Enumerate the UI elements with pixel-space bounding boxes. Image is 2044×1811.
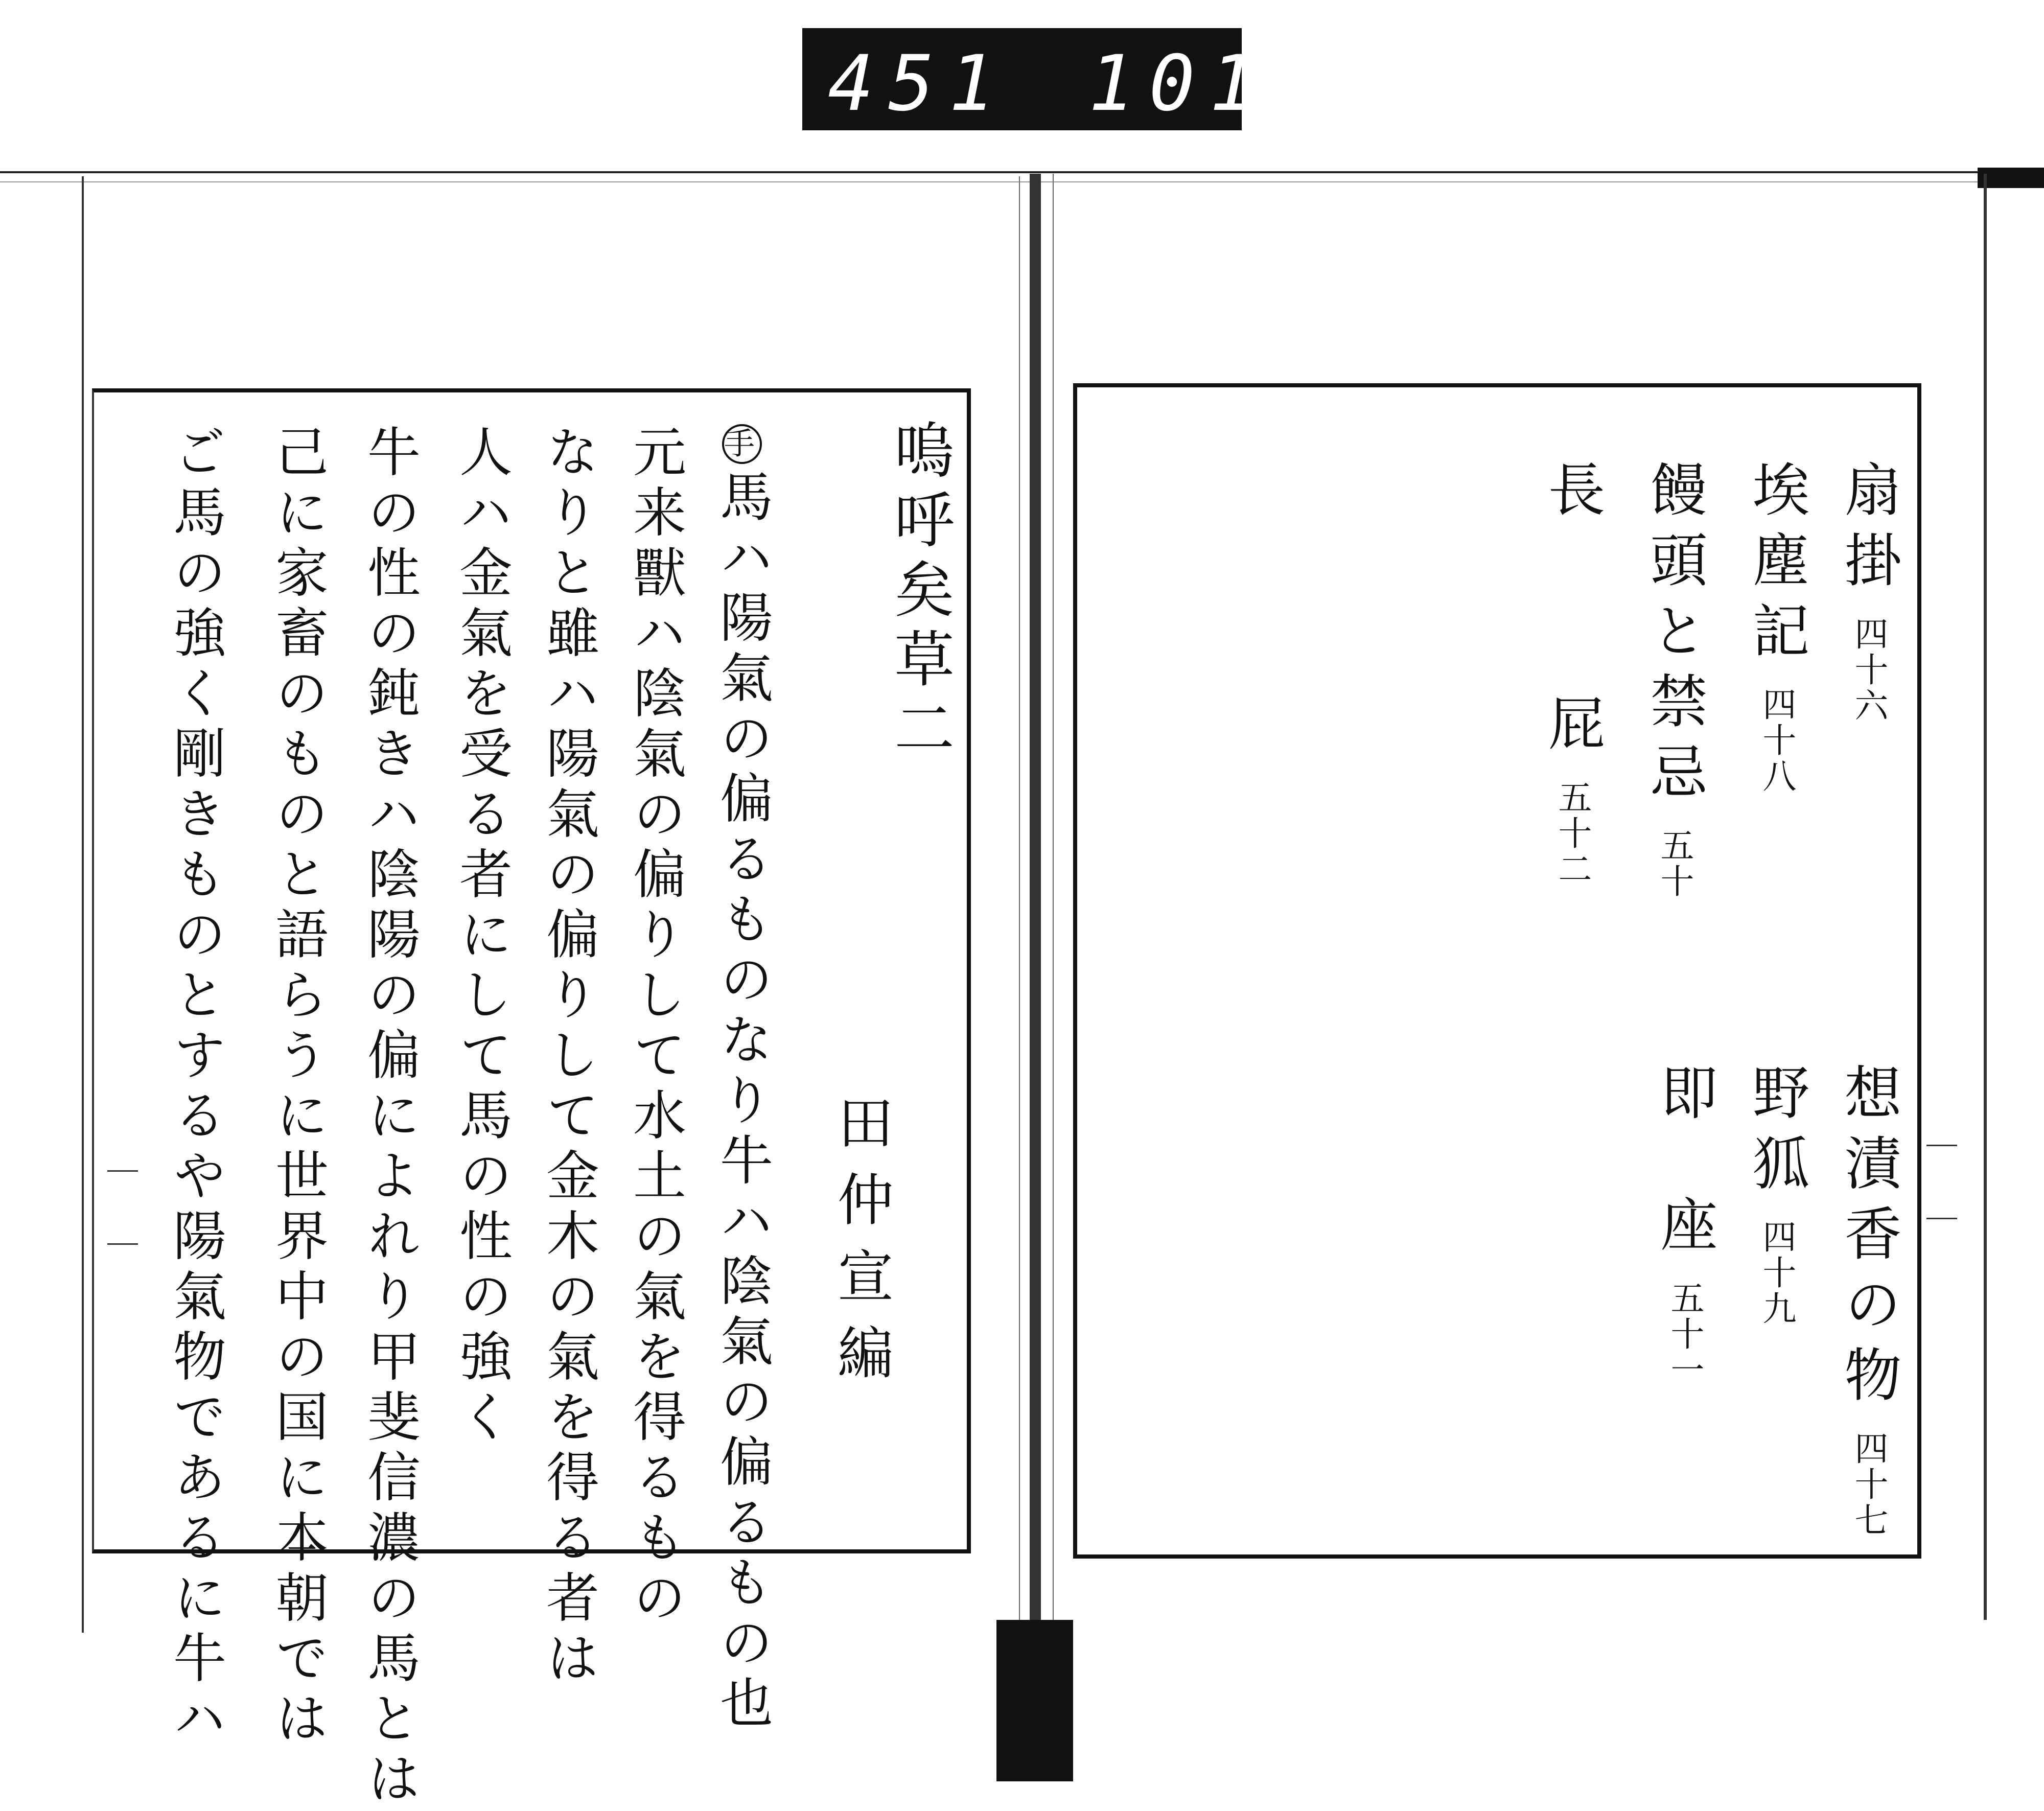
toc-term: 饅頭 (1641, 460, 1707, 601)
toc-page-number: 四十六 (1849, 616, 1888, 724)
body-column-5: 牛の性の鈍きハ陰陽の偏によれり甲斐信濃の馬とは (358, 424, 421, 1811)
toc-term-tail: 記 (1743, 601, 1809, 671)
toc-term: 扇 (1835, 460, 1901, 530)
toc-entry-4 (1539, 460, 1605, 887)
toc-page-number: 五十二 (1552, 780, 1592, 887)
toc-entry-1 (1835, 460, 1901, 724)
toc-term: 想漬香の物 (1835, 1063, 1901, 1415)
body-column-1 (711, 424, 773, 1735)
body-text: 馬ハ陽氣の偏るものなり牛ハ陰氣の偏るもの也 (711, 469, 773, 1735)
toc-term-tail: 狐 (1743, 1133, 1809, 1204)
book-top-edge (0, 171, 1993, 173)
toc-page-number: 五十一 (1665, 1281, 1704, 1388)
toc-entry-5 (1835, 1063, 1901, 1538)
toc-term: 埃塵 (1743, 460, 1809, 601)
body-column-6: 己に家畜のものと語らうに世界中の国に本朝では (266, 424, 329, 1751)
body-column-7: ご馬の強く剛きものとするや陽氣物であるに牛ハ (164, 424, 226, 1751)
right-page-tab (1926, 1145, 1957, 1219)
spine-bottom-block (996, 1620, 1073, 1781)
toc-page-number: 五十 (1655, 828, 1694, 899)
body-column-3: なりと雖ハ陽氣の偏りして金木の氣を得る者は (537, 424, 599, 1690)
toc-term: 即 (1651, 1063, 1717, 1133)
toc-entry-2 (1743, 460, 1809, 794)
toc-term-tail: と禁忌 (1641, 601, 1707, 812)
author-line: 田仲宣編 (828, 1094, 894, 1400)
body-column-4: 人ハ金氣を受る者にして馬の性の強く (450, 424, 513, 1449)
chapter-title: 嗚呼矣草二 (884, 419, 955, 767)
catalog-number-right: 101 (1088, 39, 1270, 128)
toc-term: 長 (1539, 460, 1605, 530)
toc-entry-6 (1743, 1063, 1809, 1327)
book-spine (1030, 174, 1041, 1625)
toc-term-tail: 掛 (1835, 530, 1901, 601)
toc-entry-3 (1641, 460, 1707, 899)
left-page-tab (107, 1170, 138, 1245)
catalog-label (802, 28, 1270, 130)
right-edge-bar (1978, 168, 2044, 188)
body-column-2: 元来獸ハ陰氣の偏りして水土の氣を得るもの (624, 424, 686, 1630)
catalog-number-left: 451 (828, 39, 1009, 128)
toc-term-tail: 屁 (1539, 694, 1605, 764)
toc-term-tail: 座 (1651, 1195, 1717, 1265)
toc-page-number: 四十八 (1757, 687, 1796, 794)
section-marker: 手 (722, 424, 762, 464)
toc-term: 野 (1743, 1063, 1809, 1133)
toc-page-number: 四十七 (1849, 1431, 1888, 1538)
toc-entry-7 (1651, 1063, 1717, 1388)
toc-page-number: 四十九 (1757, 1219, 1796, 1327)
